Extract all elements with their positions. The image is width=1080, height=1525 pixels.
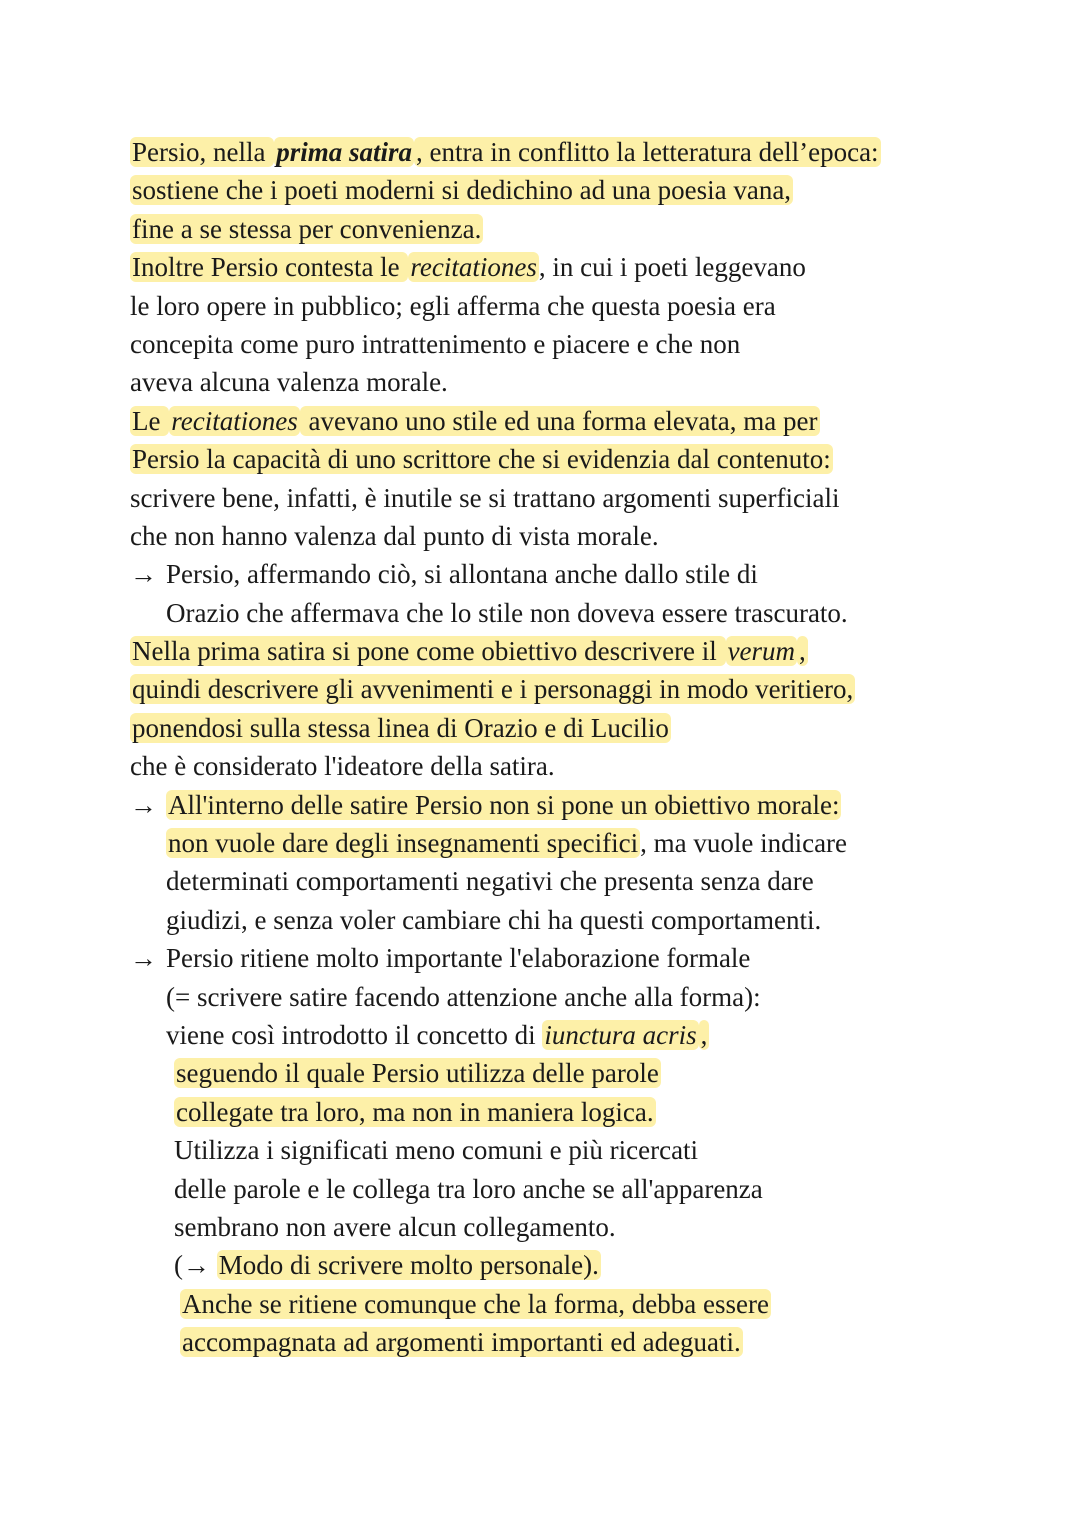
- text-line: [0, 402, 1080, 440]
- text-line: [0, 862, 1080, 900]
- text-line: [0, 363, 1080, 401]
- text-line: [0, 440, 1080, 478]
- text-line: [0, 824, 1080, 862]
- text-segment: sembrano non avere alcun collegamento.: [174, 1211, 616, 1242]
- highlighted-text: , entra in conflitto la letteratura dell’epoca:: [416, 137, 879, 167]
- text-line: [0, 287, 1080, 325]
- highlighted-text: Persio, nella: [132, 137, 273, 167]
- highlighted-text: accompagnata ad argomenti importanti ed adeguati.: [182, 1327, 741, 1358]
- document-body: [0, 133, 1080, 1362]
- highlighted-text: Le: [132, 405, 168, 436]
- text-line: [0, 901, 1080, 939]
- text-segment: delle parole e le collega tra loro anche se all'apparenza: [174, 1173, 763, 1204]
- text-line: [0, 1246, 1080, 1284]
- highlighted-text: Inoltre Persio contesta le: [132, 252, 407, 283]
- text-segment: aveva alcuna valenza morale.: [130, 367, 448, 398]
- arrow-right-icon: →: [130, 943, 157, 974]
- highlighted-text: quindi descrivere gli avvenimenti e i personaggi in modo veritiero,: [132, 674, 854, 705]
- highlighted-text: verum: [727, 636, 796, 667]
- text-segment: che non hanno valenza dal punto di vista morale.: [130, 520, 659, 551]
- highlighted-text: avevano uno stile ed una forma elevata, ma per: [301, 405, 818, 436]
- text-segment: (= scrivere satire facendo attenzione anche alla forma):: [166, 981, 761, 1012]
- text-line: [0, 325, 1080, 363]
- text-segment: viene così introdotto il concetto di: [166, 1019, 543, 1050]
- highlighted-text: recitationes: [410, 252, 537, 283]
- highlighted-text: non vuole dare degli insegnamenti specifici: [168, 828, 639, 859]
- text-line: [0, 517, 1080, 555]
- highlighted-text: Modo di scrivere molto personale).: [218, 1250, 599, 1281]
- text-line: [0, 978, 1080, 1016]
- arrow-right-icon: →: [130, 559, 157, 590]
- text-segment: (→: [174, 1250, 217, 1281]
- text-segment: , ma vuole indicare: [640, 828, 848, 859]
- text-line: [0, 709, 1080, 747]
- highlighted-text: ,: [799, 636, 806, 667]
- text-segment: , in cui i poeti leggevano: [538, 252, 806, 283]
- highlighted-text: ponendosi sulla stessa linea di Orazio e di Lucilio: [132, 712, 669, 743]
- text-segment: le loro opere in pubblico; egli afferma che questa poesia era: [130, 290, 776, 321]
- text-line: [0, 747, 1080, 785]
- highlighted-text: recitationes: [171, 405, 298, 436]
- text-segment: che è considerato l'ideatore della satira.: [130, 751, 555, 782]
- text-line: [0, 1093, 1080, 1131]
- text-line: [0, 248, 1080, 286]
- text-segment: Orazio che affermava che lo stile non doveva essere trascurato.: [166, 597, 848, 628]
- highlighted-text: iunctura acris: [544, 1019, 697, 1050]
- text-segment: Persio ritiene molto importante l'elaborazione formale: [166, 943, 751, 974]
- text-line: [0, 555, 1080, 593]
- text-line: [0, 1208, 1080, 1246]
- text-segment: Utilizza i significati meno comuni e più ricercati: [174, 1135, 699, 1166]
- text-line: [0, 133, 1080, 171]
- text-line: [0, 1054, 1080, 1092]
- highlighted-text: ,: [700, 1019, 708, 1050]
- highlighted-text: Persio la capacità di uno scrittore che si evidenzia dal contenuto:: [132, 444, 831, 475]
- highlighted-text: fine a se stessa per convenienza.: [132, 213, 482, 244]
- highlighted-text: Anche se ritiene comunque che la forma, debba essere: [182, 1288, 769, 1319]
- text-segment: Persio, affermando ciò, si allontana anche dallo stile di: [166, 559, 758, 590]
- highlighted-text: collegate tra loro, ma non in maniera logica.: [176, 1096, 654, 1127]
- text-segment: giudizi, e senza voler cambiare chi ha questi comportamenti.: [166, 904, 822, 935]
- text-line: [0, 1016, 1080, 1054]
- text-line: [0, 1131, 1080, 1169]
- text-line: [0, 1285, 1080, 1323]
- text-segment: determinati comportamenti negativi che presenta senza dare: [166, 866, 814, 897]
- arrow-right-icon: →: [130, 789, 157, 820]
- text-line: [0, 1170, 1080, 1208]
- text-line: [0, 594, 1080, 632]
- highlighted-text: sostiene che i poeti moderni si dedichino ad una poesia vana,: [132, 175, 792, 206]
- text-line: [0, 939, 1080, 977]
- highlighted-text: seguendo il quale Persio utilizza delle parole: [176, 1058, 659, 1089]
- highlighted-text: prima satira: [276, 137, 413, 167]
- text-line: [0, 171, 1080, 209]
- text-line: [0, 786, 1080, 824]
- text-line: [0, 210, 1080, 248]
- highlighted-text: All'interno delle satire Persio non si pone un obiettivo morale:: [168, 789, 840, 820]
- text-line: [0, 632, 1080, 670]
- text-line: [0, 1323, 1080, 1361]
- text-line: [0, 479, 1080, 517]
- text-line: [0, 670, 1080, 708]
- text-segment: concepita come puro intrattenimento e piacere e che non: [130, 328, 741, 359]
- highlighted-text: Nella prima satira si pone come obiettivo descrivere il: [132, 636, 724, 667]
- text-segment: scrivere bene, infatti, è inutile se si trattano argomenti superficiali: [130, 482, 840, 513]
